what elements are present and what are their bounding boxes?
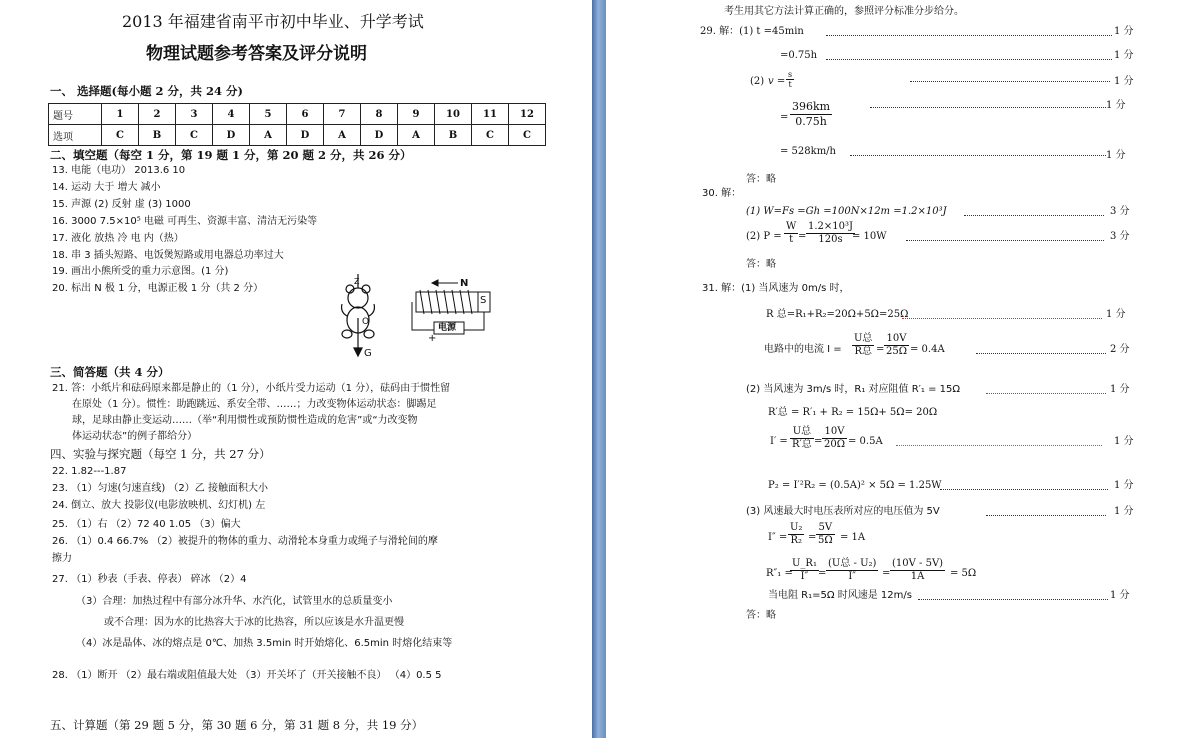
score-label: 1 分 — [1114, 436, 1134, 447]
fraction-numerator: s — [788, 70, 793, 79]
fraction-denominator: 1A — [910, 571, 925, 582]
table-cell: 9 — [398, 104, 435, 125]
score-label: 3 分 — [1110, 206, 1130, 217]
section-short-answer-heading: 三、简答题（共 4 分） — [50, 365, 170, 379]
dot-leader — [906, 240, 1104, 241]
answer-omitted: 答：略 — [746, 610, 776, 621]
answer-line: 28. （1）断开 （2）最右端或阻值最大处 （3）开关坏了（开关接触不良） （4）0.5 5 — [52, 670, 442, 681]
section-choice-heading: 一、 选择题(每小题 2 分，共 24 分) — [50, 84, 243, 98]
answer-omitted: 答：略 — [746, 174, 776, 185]
current-calc-fraction — [884, 333, 909, 358]
answer-line: 23. （1）匀速(匀速直线) （2）乙 接触面积大小 — [52, 483, 268, 494]
equals-sign: = — [882, 568, 891, 579]
answer-line: 19. 画出小熊所受的重力示意图。(1 分) — [52, 266, 229, 277]
resistance-value-fraction — [890, 558, 945, 583]
q31-conclusion: 当电阻 R₁=5Ω 时风速是 12m/s — [768, 590, 912, 601]
table-cell: 8 — [361, 104, 398, 125]
table-cell: D — [361, 125, 398, 146]
score-label: 1 分 — [1106, 150, 1126, 161]
table-cell: 6 — [287, 104, 324, 125]
table-cell: 7 — [324, 104, 361, 125]
center-label: O — [362, 317, 370, 327]
dot-leader — [964, 215, 1104, 216]
max-current-calc-fraction — [816, 522, 835, 547]
resistance-fraction — [790, 558, 819, 583]
score-label: 1 分 — [1110, 590, 1130, 601]
answer-line: 16. 3000 7.5×10⁵ 电磁 可再生、资源丰富、清洁无污染等 — [52, 216, 318, 227]
answer-title: 物理试题参考答案及评分说明 — [146, 44, 367, 64]
answer-line: 在原处（1 分）。惯性：助跑跳远、系安全带、……；力改变物体运动状态：脚踢足 — [72, 399, 437, 410]
equals-sign: = — [808, 532, 817, 543]
q31-part2: (2) 当风速为 3m/s 时，R₁ 对应阻值 R′₁ = 15Ω — [746, 384, 961, 395]
table-row — [49, 125, 546, 146]
q31-new-current-label: I′ = — [770, 436, 788, 447]
fraction-numerator: 10V — [822, 426, 847, 439]
q31-power: P₂ = I′²R₂ = (0.5A)² × 5Ω = 1.25W — [768, 480, 942, 491]
table-cell: C — [509, 125, 546, 146]
dot-leader — [976, 353, 1106, 354]
score-label: 1 分 — [1114, 50, 1134, 61]
table-cell: D — [213, 125, 250, 146]
answer-line: 或不合理：因为水的比热容大于冰的比热容，所以应该是水升温更慢 — [104, 617, 404, 628]
answer-line: 擦力 — [52, 553, 72, 564]
table-cell: D — [287, 125, 324, 146]
answer-line: 18. 串 3 插头短路、电饭煲短路或用电器总功率过大 — [52, 250, 284, 261]
score-label: 1 分 — [1114, 76, 1134, 87]
fraction-denominator: 20Ω — [824, 439, 846, 450]
equals-sign: = — [876, 344, 885, 355]
q31-part3: (3) 风速最大时电压表所对应的电压值为 5V — [746, 506, 940, 517]
equals-sign: = — [780, 112, 789, 123]
table-cell: 4 — [213, 104, 250, 125]
table-header-cell: 选项 — [49, 125, 102, 146]
answer-omitted: 答：略 — [746, 259, 776, 270]
north-label: N — [460, 278, 469, 289]
q29-result: = 528km/h — [780, 146, 836, 157]
fraction-denominator: t — [788, 80, 792, 89]
table-cell: 2 — [139, 104, 176, 125]
equals-sign: = — [818, 568, 827, 579]
fraction-numerator: U总 — [854, 333, 873, 344]
fraction-numerator: U₂ — [790, 522, 803, 533]
positive-terminal-label: + — [428, 333, 437, 344]
dot-leader — [826, 59, 1112, 60]
q30-work: (1) W=Fs =Gh =100N×12m =1.2×10³J — [746, 206, 947, 217]
max-current-fraction — [788, 522, 804, 547]
equals-sign: = — [798, 231, 807, 242]
dot-leader — [896, 445, 1102, 446]
q31-total-resistance: R 总=R₁+R₂=20Ω+5Ω=25Ω — [766, 309, 909, 320]
q31-min-resistance-label: R″₁ = — [766, 568, 793, 579]
resistance-calc-fraction — [826, 558, 878, 583]
answer-line: 13. 电能（电功） 2013.6 10 — [52, 165, 186, 176]
table-row — [49, 104, 546, 125]
answer-line: 26. （1）0.4 66.7% （2）被提升的物体的重力、动滑轮本身重力或绳子与滑轮间的摩 — [52, 536, 438, 547]
section-calculation-heading: 五、计算题（第 29 题 5 分，第 30 题 6 分，第 31 题 8 分，共 19 分） — [50, 718, 424, 732]
table-cell: A — [324, 125, 361, 146]
fraction-numerator: 1.2×10³J — [808, 221, 854, 232]
power-source-label: 电源 — [438, 323, 457, 333]
dot-leader — [918, 599, 1108, 600]
dot-leader — [986, 393, 1106, 394]
table-cell: B — [435, 125, 472, 146]
power-fraction — [784, 221, 798, 246]
table-cell: B — [139, 125, 176, 146]
exam-title: 2013 年福建省南平市初中毕业、升学考试 — [122, 12, 424, 31]
score-label: 2 分 — [1110, 344, 1130, 355]
speed-calc-fraction — [790, 100, 832, 129]
new-current-fraction — [790, 426, 814, 451]
q31-min-resistance-result: = 5Ω — [950, 568, 977, 579]
score-label: 3 分 — [1110, 231, 1130, 242]
q29-line1: 29. 解：(1) t =45min — [700, 26, 804, 37]
q30-result: = 10W — [852, 231, 887, 242]
answer-line: 球，足球由静止变运动……（举“利用惯性或预防惯性造成的危害”或“力改变物 — [72, 415, 418, 426]
answer-line: 27. （1）秒表（手表、停表） 碎冰 （2）4 — [52, 574, 247, 585]
section-experiment-heading: 四、实验与探究题（每空 1 分，共 27 分） — [50, 447, 271, 461]
dot-leader — [902, 318, 1102, 319]
q31-current-label: 电路中的电流 I = — [764, 344, 842, 355]
dot-leader — [850, 155, 1106, 156]
dot-leader — [940, 489, 1108, 490]
page-gutter — [592, 0, 606, 738]
dot-leader — [910, 81, 1110, 82]
table-cell: A — [398, 125, 435, 146]
speed-fraction — [786, 70, 794, 89]
table-header-cell: 题号 — [49, 104, 102, 125]
fraction-numerator: U_R₁ — [792, 558, 817, 569]
fraction-denominator: 5Ω — [818, 535, 833, 546]
q31-max-current-result: = 1A — [840, 532, 866, 543]
table-cell: C — [472, 125, 509, 146]
score-label: 1 分 — [1114, 480, 1134, 491]
fraction-denominator: I″ — [800, 571, 809, 582]
answer-line: （4）冰是晶体、冰的熔点是 0℃、加热 3.5min 时开始熔化、6.5min 时熔化结束等 — [76, 638, 453, 649]
table-cell: C — [176, 125, 213, 146]
q30-power-label: (2) P = — [746, 231, 782, 242]
score-label: 1 分 — [1114, 506, 1134, 517]
table-cell: A — [250, 125, 287, 146]
fraction-numerator: 5V — [816, 522, 835, 535]
table-cell: 1 — [102, 104, 139, 125]
dot-leader — [986, 515, 1106, 516]
q31-line1: 31. 解：(1) 当风速为 0m/s 时， — [702, 283, 850, 294]
answer-line: 20. 标出 N 极 1 分，电源正极 1 分（共 2 分） — [52, 283, 264, 294]
section-fill-heading: 二、填空题（每空 1 分，第 19 题 1 分，第 20 题 2 分，共 26 分） — [50, 148, 412, 162]
fraction-denominator: R′总 — [792, 439, 812, 450]
answer-line: 14. 运动 大于 增大 减小 — [52, 182, 161, 193]
table-cell: 10 — [435, 104, 472, 125]
q31-current-result: = 0.4A — [910, 344, 945, 355]
scoring-note: 考生用其它方法计算正确的，参照评分标准分步给分。 — [724, 6, 964, 17]
fraction-denominator: 25Ω — [886, 346, 908, 357]
score-label: 1 分 — [1106, 309, 1126, 320]
fraction-numerator: U总 — [790, 426, 814, 439]
table-cell: 5 — [250, 104, 287, 125]
table-cell: 3 — [176, 104, 213, 125]
equals-sign: = — [814, 436, 823, 447]
right-page — [606, 0, 1178, 738]
fraction-denominator: 0.75h — [795, 115, 827, 128]
gravity-label: G — [364, 348, 372, 359]
hook-label: Z — [354, 277, 360, 286]
score-label: 1 分 — [1114, 26, 1134, 37]
power-calc-fraction — [806, 221, 855, 246]
q29-line2: =0.75h — [780, 50, 818, 61]
answer-line: （3）合理：加热过程中有部分冰升华、水汽化，试管里水的总质量变小 — [76, 596, 393, 607]
fraction-denominator: 120s — [818, 234, 843, 245]
q31-new-current-result: = 0.5A — [848, 436, 883, 447]
answer-line: 24. 倒立、放大 投影仪(电影放映机、幻灯机) 左 — [52, 500, 266, 511]
table-cell: C — [102, 125, 139, 146]
answer-line: 体运动状态”的例子都给分） — [72, 431, 198, 442]
fraction-numerator: W — [786, 221, 797, 232]
fraction-numerator: 396km — [792, 100, 831, 113]
dot-leader — [826, 35, 1112, 36]
q29-part2-label: (2) — [750, 76, 765, 87]
answer-line: 17. 液化 放热 冷 电 内（热） — [52, 233, 184, 244]
fraction-denominator: R总 — [854, 346, 872, 357]
fraction-denominator: I″ — [848, 571, 857, 582]
dot-leader — [870, 107, 1106, 108]
answer-line: 22. 1.82---1.87 — [52, 466, 127, 477]
speed-symbol: v = — [768, 76, 786, 87]
score-label: 1 分 — [1110, 384, 1130, 395]
new-current-calc-fraction — [822, 426, 847, 451]
fraction-numerator: (U总 - U₂) — [828, 558, 877, 569]
fraction-numerator: (10V - 5V) — [892, 558, 944, 569]
south-label: S — [480, 295, 487, 306]
table-cell: 11 — [472, 104, 509, 125]
q31-max-current-label: I″ = — [768, 532, 788, 543]
fraction-denominator: t — [789, 234, 794, 245]
current-fraction — [852, 333, 874, 358]
table-cell: 12 — [509, 104, 546, 125]
answer-line: 15. 声源 (2) 反射 虚 (3) 1000 — [52, 199, 191, 210]
q30-line1: 30. 解： — [702, 188, 742, 199]
score-label: 1 分 — [1106, 100, 1126, 111]
fraction-denominator: R₂ — [790, 535, 802, 546]
answer-line: 25. （1）右 （2）72 40 1.05 （3）偏大 — [52, 519, 241, 530]
answer-line: 21. 答：小纸片和砝码原来都是静止的（1 分），小纸片受力运动（1 分），砝码由于惯性留 — [52, 383, 451, 394]
fraction-numerator: 10V — [884, 333, 909, 346]
q31-new-total-resistance: R′总 = R′₁ + R₂ = 15Ω+ 5Ω= 20Ω — [768, 407, 938, 418]
choice-answer-table — [48, 103, 546, 146]
